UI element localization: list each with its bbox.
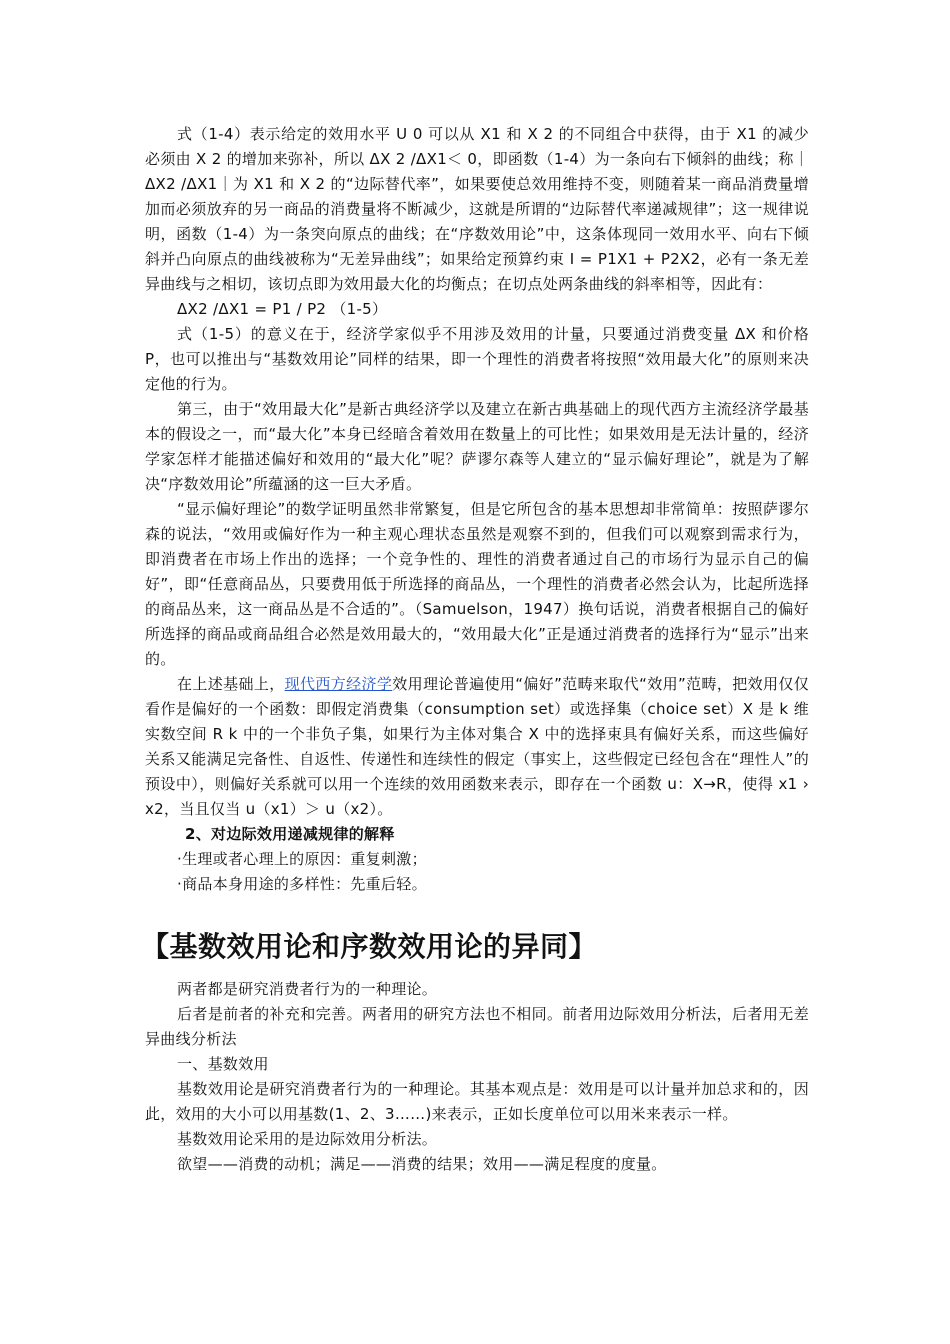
- paragraph-formula-meaning: 式（1-5）的意义在于，经济学家似乎不用涉及效用的计量，只要通过消费变量 ΔX 和价格 P，也可以推出与“基数效用论”同样的结果，即一个理性的消费者将按照“效用最大化”的原则来决定他的行为。: [145, 325, 809, 393]
- document-page: [141, 122, 809, 1177]
- section-heading-comparison: 【基数效用论和序数效用论的异同】: [141, 930, 598, 963]
- paragraph-cardinal-heading: 一、基数效用: [177, 1055, 269, 1073]
- subheading-diminishing-marginal-utility: 2、对边际效用递减规律的解释: [185, 825, 395, 843]
- text-after-link: 效用理论普遍使用“偏好”范畴来取代“效用”范畴，把效用仅仅看作是偏好的一个函数：即假定消费集（consumption set）或选择集（choice set）X 是 k 维实数空间 R k 中的一个非负子集，如果行为主体对集合 X 中的选择束具有偏好关系，而这些偏好关系又能满足完备性、自返性、传递性和连续性的假定（事实上，这些假定已经包含在“理性人”的预设中），则偏好关系就可以用一个连续的效用函数来表示，即存在一个函数 u：X→R，使得 x1 › x2，当且仅当 u（x1）＞ u（x2）。: [145, 675, 809, 818]
- bullet-diverse-uses: ·商品本身用途的多样性：先重后轻。: [177, 875, 427, 893]
- paragraph-indifference-curve: 式（1-4）表示给定的效用水平 U 0 可以从 X1 和 X 2 的不同组合中获得，由于 X1 的减少必须由 X 2 的增加来弥补，所以 ΔX 2 /ΔX1＜ 0，即函数（1-4）为一条向右下倾斜的曲线；称｜ΔX2 /ΔX1｜为 X1 和 X 2 的“边际替代率”，如果要使总效用维持不变，则随着某一商品消费量增加而必须放弃的另一商品的消费量将不断减少，这就是所谓的“边际替代率递减规律”；这一规律说明，函数（1-4）为一条突向原点的曲线；在“序数效用论”中，这条体现同一效用水平、向右下倾斜并凸向原点的曲线被称为“无差异曲线”；如果给定预算约束 I = P1X1 + P2X2，必有一条无差异曲线与之相切，该切点即为效用最大化的均衡点；在切点处两条曲线的斜率相等，因此有：: [145, 125, 809, 293]
- paragraph-complement: 后者是前者的补充和完善。两者用的研究方法也不相同。前者用边际效用分析法，后者用无差异曲线分析法: [145, 1005, 809, 1048]
- paragraph-desire-satisfaction: 欲望——消费的动机；满足——消费的结果；效用——满足程度的度量。: [177, 1155, 667, 1173]
- paragraph-preference-function: [145, 672, 809, 822]
- paragraph-both-theories: 两者都是研究消费者行为的一种理论。: [177, 980, 438, 998]
- text-before-link: 在上述基础上，: [177, 675, 285, 693]
- formula-1-5: ΔX2 /ΔX1 = P1 / P2 （1-5）: [177, 300, 388, 318]
- paragraph-revealed-preference: “显示偏好理论”的数学证明虽然非常繁复，但是它所包含的基本思想却非常简单：按照萨谬尔森的说法，“效用或偏好作为一种主观心理状态虽然是观察不到的，但我们可以观察到需求行为，即消费者在市场上作出的选择；一个竞争性的、理性的消费者通过自己的市场行为显示自己的偏好”，即“任意商品丛，只要费用低于所选择的商品丛，一个理性的消费者必然会认为，比起所选择的商品丛来，这一商品丛是不合适的”。（Samuelson，1947）换句话说，消费者根据自己的偏好所选择的商品或商品组合必然是效用最大的，“效用最大化”正是通过消费者的选择行为“显示”出来的。: [145, 500, 809, 668]
- bullet-physiological-reason: ·生理或者心理上的原因：重复刺激；: [177, 850, 427, 868]
- paragraph-cardinal-definition: 基数效用论是研究消费者行为的一种理论。其基本观点是：效用是可以计量并加总求和的，因此，效用的大小可以用基数(1、2、3……)来表示，正如长度单位可以用米来表示一样。: [145, 1080, 809, 1123]
- link-modern-western-economics[interactable]: 现代西方经济学: [284, 675, 393, 693]
- paragraph-marginal-analysis: 基数效用论采用的是边际效用分析法。: [177, 1130, 438, 1148]
- paragraph-third-point: 第三，由于“效用最大化”是新古典经济学以及建立在新古典基础上的现代西方主流经济学最基本的假设之一，而“最大化”本身已经暗含着效用在数量上的可比性；如果效用是无法计量的，经济学家怎样才能描述偏好和效用的“最大化”呢？萨谬尔森等人建立的“显示偏好理论”，就是为了解决“序数效用论”所蕴涵的这一巨大矛盾。: [145, 400, 809, 493]
